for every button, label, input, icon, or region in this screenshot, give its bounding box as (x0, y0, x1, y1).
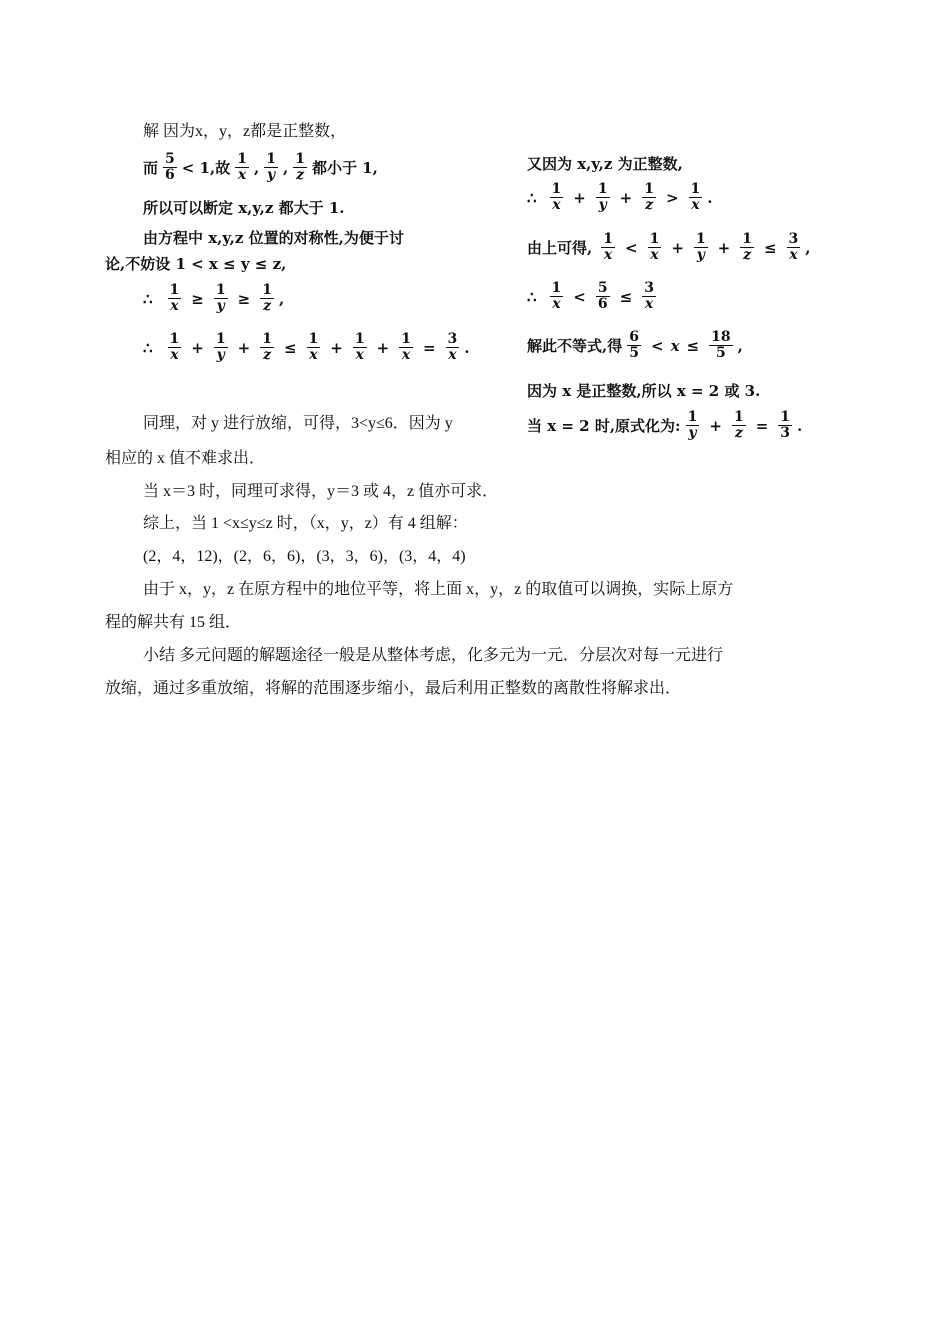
left-line-5: 论,不妨设 1 < x ≤ y ≤ z, (105, 255, 287, 273)
right-inequality-2: 由上可得, $\frac{1}{x}$ < $\frac{1}{x}$ + $\frac{1}{y}$ + $\frac{1}{z}$ ≤ $\frac{3}{x}$ , (527, 231, 811, 263)
solution-intro: 解 因为x，y，z都是正整数， (143, 123, 347, 140)
paragraph-5-line-2: 程的解共有 15 组． (105, 614, 242, 631)
right-line-6: 因为 x 是正整数,所以 x = 2 或 3. (527, 382, 761, 400)
right-line-7: 当 x = 2 时,原式化为: $\frac{1}{y}$ + $\frac{1}{z}$ = $\frac{1}{3}$ . (527, 409, 803, 441)
left-line-3: 所以可以断定 x,y,z 都大于 1. (143, 199, 345, 217)
paragraph-3: 综上，当 1 <x≤y≤z 时，（x，y，z）有 4 组解： (143, 515, 468, 532)
left-inequality-2: ∴ $\frac{1}{x}$ + $\frac{1}{y}$ + $\frac{1}{z}$ ≤ $\frac{1}{x}$ + $\frac{1}{x}$ + $\frac{1}{x}$ = $\frac{3}{x}$ . (143, 331, 470, 363)
right-inequality-4: 解此不等式,得 $\frac{6}{5}$ < x ≤ $\frac{18}{5}$ , (527, 329, 743, 361)
left-inequality-1: ∴ $\frac{1}{x}$ ≥ $\frac{1}{y}$ ≥ $\frac{1}{z}$ , (143, 282, 285, 314)
right-inequality-1: ∴ $\frac{1}{x}$ + $\frac{1}{y}$ + $\frac{1}{z}$ > $\frac{1}{x}$ . (527, 181, 713, 213)
right-inequality-3: ∴ $\frac{1}{x}$ < $\frac{5}{6}$ ≤ $\frac{3}{x}$ (527, 280, 654, 312)
text: < 1,故 (181, 158, 231, 177)
left-line-4: 由方程中 x,y,z 位置的对称性,为便于讨 (143, 229, 404, 247)
right-line-1: 又因为 x,y,z 为正整数, (527, 155, 683, 173)
summary-line-2: 放缩，通过多重放缩，将解的范围逐步缩小，最后利用正整数的离散性将解求出． (105, 680, 682, 697)
fraction-1-z: $\frac{1}{z}$ (295, 151, 305, 183)
summary-line-1: 小结 多元问题的解题途径一般是从整体考虑，化多元为一元．分层次对每一元进行 (143, 647, 724, 664)
fraction-1-y: $\frac{1}{y}$ (266, 151, 276, 183)
paragraph-5-line-1: 由于 x，y，z 在原方程中的地位平等，将上面 x，y，z 的取值可以调换，实际上原方 (143, 581, 734, 598)
text: 而 (143, 158, 159, 177)
paragraph-1-line-1: 同理，对 y 进行放缩，可得，3<y≤6．因为 y (143, 415, 453, 432)
left-line-2: 而 $\frac{5}{6}$ < 1,故 $\frac{1}{x}$ , $\frac{1}{y}$ , $\frac{1}{z}$ 都小于 1, (143, 151, 378, 183)
text: 都小于 1, (311, 158, 378, 177)
solution-list: (2，4，12)，(2，6，6)，(3，3，6)，(3，4，4) (143, 548, 466, 565)
paragraph-2: 当 x＝3 时，同理可求得，y＝3 或 4，z 值亦可求． (143, 483, 499, 500)
fraction-5-6: $\frac{5}{6}$ (165, 151, 175, 183)
fraction-1-x: $\frac{1}{x}$ (237, 151, 247, 183)
paragraph-1-line-2: 相应的 x 值不难求出． (105, 450, 266, 467)
